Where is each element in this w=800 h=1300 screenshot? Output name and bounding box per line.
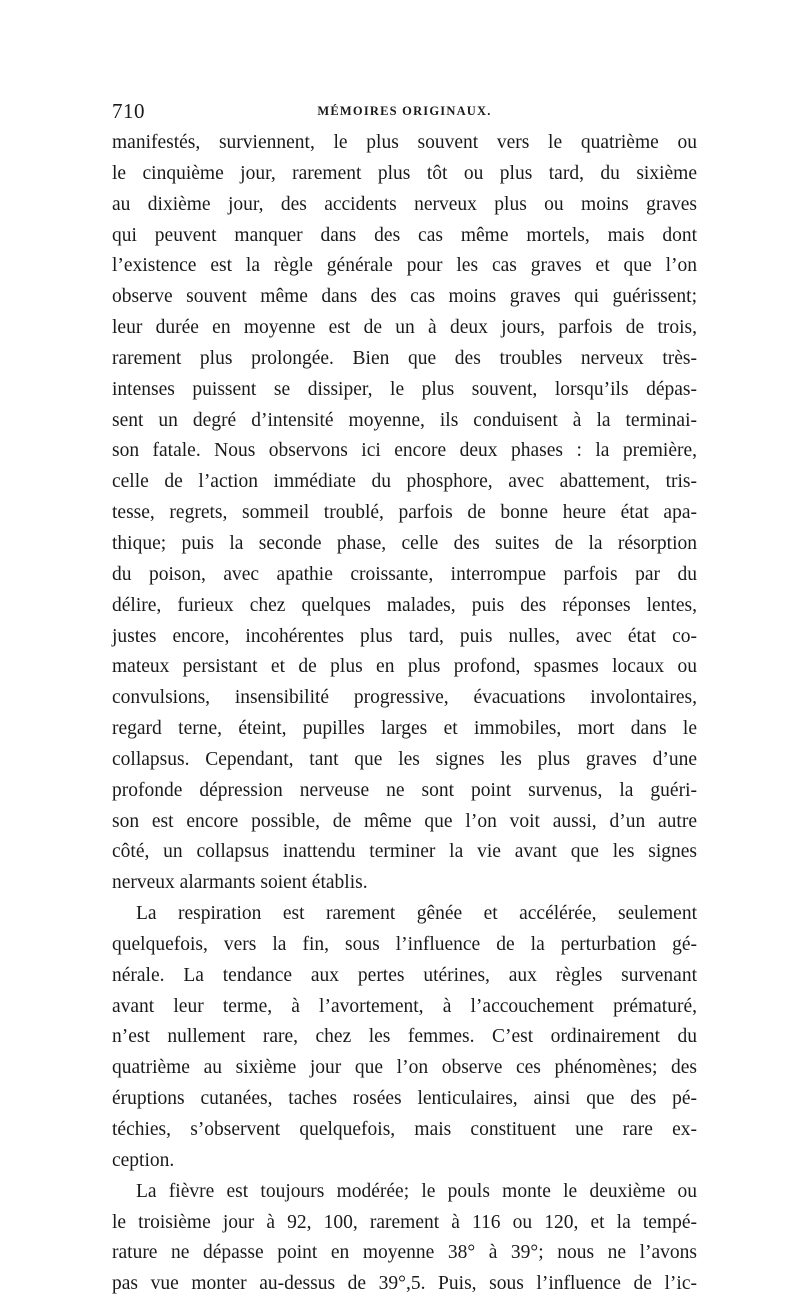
text-line: le cinquième jour, rarement plus tôt ou plus tard, du sixième — [112, 162, 697, 184]
text-line: mateux persistant et de plus en plus profond, spasmes locaux ou — [112, 656, 697, 678]
text-line: collapsus. Cependant, tant que les signes les plus graves d’une — [112, 748, 697, 770]
text-line: intenses puissent se dissiper, le plus souvent, lorsqu’ils dépas- — [112, 378, 697, 400]
text-line: thique; puis la seconde phase, celle des suites de la résorption — [112, 532, 697, 554]
text-line: rature ne dépasse point en moyenne 38° à 39°; nous ne l’avons — [112, 1242, 697, 1264]
text-line: au dixième jour, des accidents nerveux plus ou moins graves — [112, 193, 697, 215]
text-line: justes encore, incohérentes plus tard, puis nulles, avec état co- — [112, 625, 697, 647]
text-line: éruptions cutanées, taches rosées lenticulaires, ainsi que des pé- — [112, 1088, 697, 1110]
text-line: côté, un collapsus inattendu terminer la vie avant que les signes — [112, 841, 697, 863]
text-line: manifestés, surviennent, le plus souvent vers le quatrième ou — [112, 132, 697, 153]
paragraph-start-line: La respiration est rarement gênée et accélérée, seulement — [136, 903, 697, 925]
text-line: leur durée en moyenne est de un à deux jours, parfois de trois, — [112, 317, 697, 339]
text-line: pas vue monter au-dessus de 39°,5. Puis, sous l’influence de l’ic- — [112, 1273, 697, 1295]
text-line: tesse, regrets, sommeil troublé, parfois de bonne heure état apa- — [112, 502, 697, 524]
body-text — [112, 128, 697, 1300]
page-header — [112, 96, 697, 126]
page-number: 710 — [112, 99, 145, 123]
text-line: observe souvent même dans des cas moins graves qui guérissent; — [112, 286, 697, 308]
text-line: téchies, s’observent quelquefois, mais constituent une rare ex- — [112, 1119, 697, 1140]
text-line: rarement plus prolongée. Bien que des troubles nerveux très- — [112, 347, 697, 369]
text-line: l’existence est la règle générale pour les cas graves et que l’on — [112, 255, 697, 277]
text-line: convulsions, insensibilité progressive, évacuations involontaires, — [112, 687, 697, 709]
text-line: nérale. La tendance aux pertes utérines, aux règles survenant — [112, 964, 697, 986]
text-line: regard terne, éteint, pupilles larges et immobiles, mort dans le — [112, 718, 697, 740]
text-line: profonde dépression nerveuse ne sont point survenus, la guéri- — [112, 779, 697, 801]
text-line: quatrième au sixième jour que l’on observe ces phénomènes; des — [112, 1057, 697, 1079]
text-line: son fatale. Nous observons ici encore deux phases : la première, — [112, 440, 697, 462]
text-line: celle de l’action immédiate du phosphore, avec abattement, tris- — [112, 471, 697, 493]
text-line: le troisième jour à 92, 100, rarement à 116 ou 120, et la tempé- — [112, 1211, 697, 1233]
text-line: délire, furieux chez quelques malades, puis des réponses lentes, — [112, 594, 697, 616]
text-line: avant leur terme, à l’avortement, à l’accouchement prématuré, — [112, 995, 697, 1017]
paragraph-start-line: La fièvre est toujours modérée; le pouls monte le deuxième ou — [136, 1180, 697, 1202]
text-line: ception. — [112, 1149, 175, 1171]
text-line: n’est nullement rare, chez les femmes. C’est ordinairement du — [112, 1026, 697, 1048]
text-line: qui peuvent manquer dans des cas même mortels, mais dont — [112, 224, 697, 246]
running-head: MÉMOIRES ORIGINAUX. — [317, 104, 492, 118]
text-line: son est encore possible, de même que l’on voit aussi, d’un autre — [112, 810, 697, 832]
text-line: nerveux alarmants soient établis. — [112, 872, 368, 894]
text-line: sent un degré d’intensité moyenne, ils conduisent à la terminai- — [112, 409, 697, 431]
text-line: du poison, avec apathie croissante, interrompue parfois par du — [112, 563, 697, 585]
text-line: quelquefois, vers la fin, sous l’influence de la perturbation gé- — [112, 933, 697, 955]
